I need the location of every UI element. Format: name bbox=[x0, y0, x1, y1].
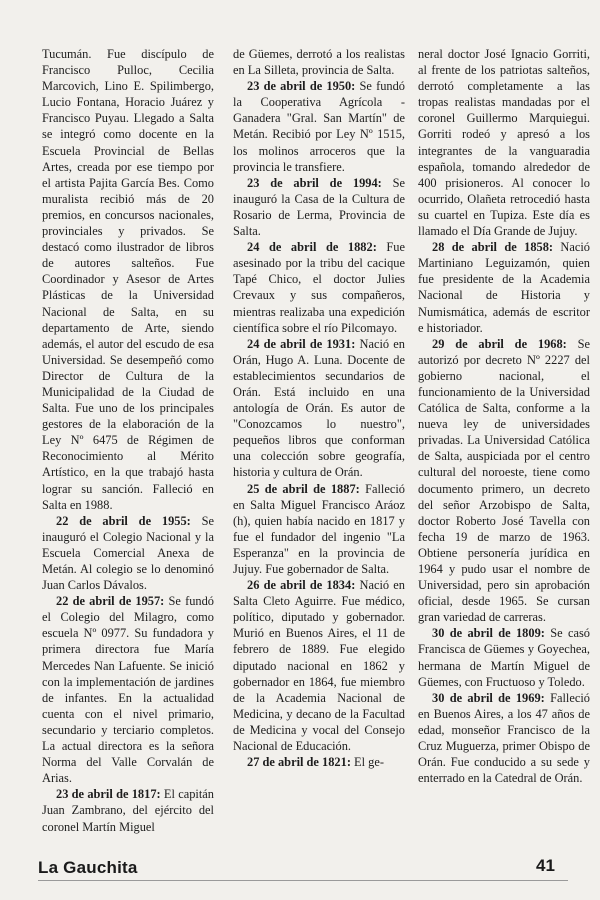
entry-date: 29 de abril de 1968: bbox=[432, 336, 567, 351]
entry-date: 23 de abril de 1994: bbox=[247, 175, 382, 190]
paragraph-continued bbox=[233, 46, 405, 78]
entry-1968-04-29 bbox=[418, 336, 590, 626]
paragraph-text: Tucumán. Fue discípulo de Francisco Pulloc, Cecilia Marcovich, Lino E. Spilimbergo, Lucio Fontana, Horacio Juárez y Francisco Puyau. Llegado a Salta se integró como docente en la Escuela Provincial de Bellas Artes, creada por ese tiempo por el artista Pajita García Bes. Como muralista recibió más de 20 premios, en concursos nacionales, provinciales y privados. Se destacó como ilustrador de libros de autores salteños. Fue Coordinador y Asesor de Artes Plásticas de la Universidad Nacional de Salta, en su departamento de Arte, siendo además, el autor del escudo de esa Universidad. Se desempeñó como Director de Cultura de la Municipalidad de la Ciudad de Salta. Fue uno de los principales gestores de la elaboración de la Ley Nº 6475 de Régimen de Reconocimiento al Mérito Artístico, en la que trabajó hasta lograr su sanción. Falleció en Salta en 1988. bbox=[42, 47, 214, 512]
entry-date: 24 de abril de 1931: bbox=[247, 336, 356, 351]
entry-1950-04-23 bbox=[233, 78, 405, 175]
entry-text: Fue asesinado por la tribu del cacique Tapé Chico, el doctor Julies Crevaux y sus compañeros, mientras realizaba una expedición científica sobre el río Pilcomayo. bbox=[233, 240, 405, 335]
entry-1821-04-27 bbox=[233, 754, 405, 770]
entry-text: Nació en Salta Cleto Aguirre. Fue médico, político, diputado y gobernador. Murió en Buenos Aires, el 11 de febrero de 1889. Fue elegido diputado nacional en 1862 y gobernador en 1864, fue miembro de la Academia Nacional de Medicina, y decano de la Facultad de Medicina y vocal del Consejo Nacional de Educación. bbox=[233, 578, 405, 754]
magazine-title: La Gauchita bbox=[38, 858, 138, 877]
entry-1834-04-26 bbox=[233, 577, 405, 754]
entry-date: 26 de abril de 1834: bbox=[247, 578, 356, 593]
page-number: 41 bbox=[536, 856, 555, 875]
entry-text: Se casó Francisca de Güemes y Goyechea, hermana de Martín Miguel de Güemes, con Fructuoso y Toledo. bbox=[418, 626, 590, 689]
entry-text: Se inauguró la Casa de la Cultura de Rosario de Lerma, Provincia de Salta. bbox=[233, 175, 405, 239]
entry-1957-04-22 bbox=[42, 593, 214, 786]
entry-date: 23 de abril de 1817: bbox=[56, 787, 161, 802]
entry-1969-04-30 bbox=[418, 690, 590, 787]
entry-1887-04-25 bbox=[233, 481, 405, 578]
entry-date: 28 de abril de 1858: bbox=[432, 240, 554, 255]
entry-1955-04-22 bbox=[42, 513, 214, 593]
entry-text: Se fundó la Cooperativa Agrícola - Ganadera "Gral. San Martín" de Metán. Recibió por Ley Nº 1515, los molinos arroceros que la provincia le transfiere. bbox=[233, 79, 405, 174]
entry-text: Se autorizó por decreto Nº 2227 del gobierno nacional, el funcionamiento de la Universidad Católica de Salta, conforme a la nueva ley de universidades privadas. La Universidad Católica de Salta, auspiciada por el centro cultural del noroeste, tiene como documento primero, un decreto del señor Arzobispo de Salta, doctor Roberto José Tavella con fecha 19 de marzo de 1963. Obtiene personería jurídica en 1964 y pudo usar el nombre de Universidad, pero sin aprobación oficial, desde 1965. Se cursan gran variedad de carreras. bbox=[418, 336, 590, 625]
text-column-2 bbox=[233, 46, 405, 770]
entry-date: 30 de abril de 1809: bbox=[432, 626, 545, 641]
entry-text: Se fundó el Colegio del Milagro, como escuela Nº 0977. Su fundadora y primera directora fue María Mercedes Nan Lafuente. Se inició con la implementación de jardines de infantes. En la actualidad cuenta con el nivel primario, secundario y terciario completos. La actual directora es la señora Norma del Valle Corvalán de Arias. bbox=[42, 594, 214, 786]
entry-date: 27 de abril de 1821: bbox=[247, 755, 351, 770]
text-column-1 bbox=[42, 46, 214, 835]
entry-text: Nació en Orán, Hugo A. Luna. Docente de establecimientos secundarios de Orán. Está incluido en una antología de Orán. Es autor de "Conozcamos lo nuestro", pequeños libros que conforman una colección sobre geografía, historia y cultura de Orán. bbox=[233, 336, 405, 480]
entry-date: 23 de abril de 1950: bbox=[247, 79, 356, 94]
entry-date: 22 de abril de 1955: bbox=[56, 513, 191, 528]
entry-1817-04-23 bbox=[42, 786, 214, 834]
paragraph-continued bbox=[42, 46, 214, 513]
entry-1994-04-23 bbox=[233, 175, 405, 239]
entry-text: El capitán Juan Zambrano, del ejército del coronel Martín Miguel bbox=[42, 787, 214, 834]
entry-text: Nació Martiniano Leguizamón, quien fue presidente de la Academia Nacional de Historia y Numismática, además de escritor e historiador. bbox=[418, 240, 590, 335]
entry-text: Se inauguró el Colegio Nacional y la Escuela Comercial Anexa de Metán. Al colegio se lo denominó Juan Carlos Dávalos. bbox=[42, 513, 214, 593]
paragraph-text: neral doctor José Ignacio Gorriti, al frente de los patriotas salteños, derrotó completamente a las tropas realistas mandadas por el coronel Guillermo Marquiegui. Gorriti rodeó y apresó a los integrantes de la vanguaradia española, tomando alrededor de 400 prisioneros. Al conocer lo ocurrido, Olañeta retrocedió hasta su cuartel en Tupiza. Este día es llamado el Día Grande de Jujuy. bbox=[418, 47, 590, 239]
entry-date: 22 de abril de 1957: bbox=[56, 594, 165, 609]
paragraph-continued bbox=[418, 46, 590, 239]
paragraph-text: de Güemes, derrotó a los realistas en La Silleta, provincia de Salta. bbox=[233, 47, 405, 78]
entry-text: El ge- bbox=[350, 755, 384, 770]
entry-date: 24 de abril de 1882: bbox=[247, 240, 377, 255]
entry-1858-04-28 bbox=[418, 239, 590, 336]
footer-divider bbox=[38, 880, 568, 881]
entry-text: Falleció en Buenos Aires, a los 47 años de edad, monseñor Francisco de la Cruz Muguerza, primer Obispo de Orán. Fue conducido a su sede y enterrado en la Catedral de Orán. bbox=[418, 690, 590, 786]
entry-date: 25 de abril de 1887: bbox=[247, 481, 360, 496]
entry-text: Falleció en Salta Miguel Francisco Aráoz (h), quien había nacido en 1817 y fue el fundador del ingenio "La Esperanza" en la provincia de Jujuy. Fue gobernador de Salta. bbox=[233, 481, 405, 576]
entry-1882-04-24 bbox=[233, 239, 405, 336]
entry-date: 30 de abril de 1969: bbox=[432, 690, 545, 705]
text-column-3 bbox=[418, 46, 590, 786]
entry-1931-04-24 bbox=[233, 336, 405, 481]
entry-1809-04-30 bbox=[418, 625, 590, 689]
